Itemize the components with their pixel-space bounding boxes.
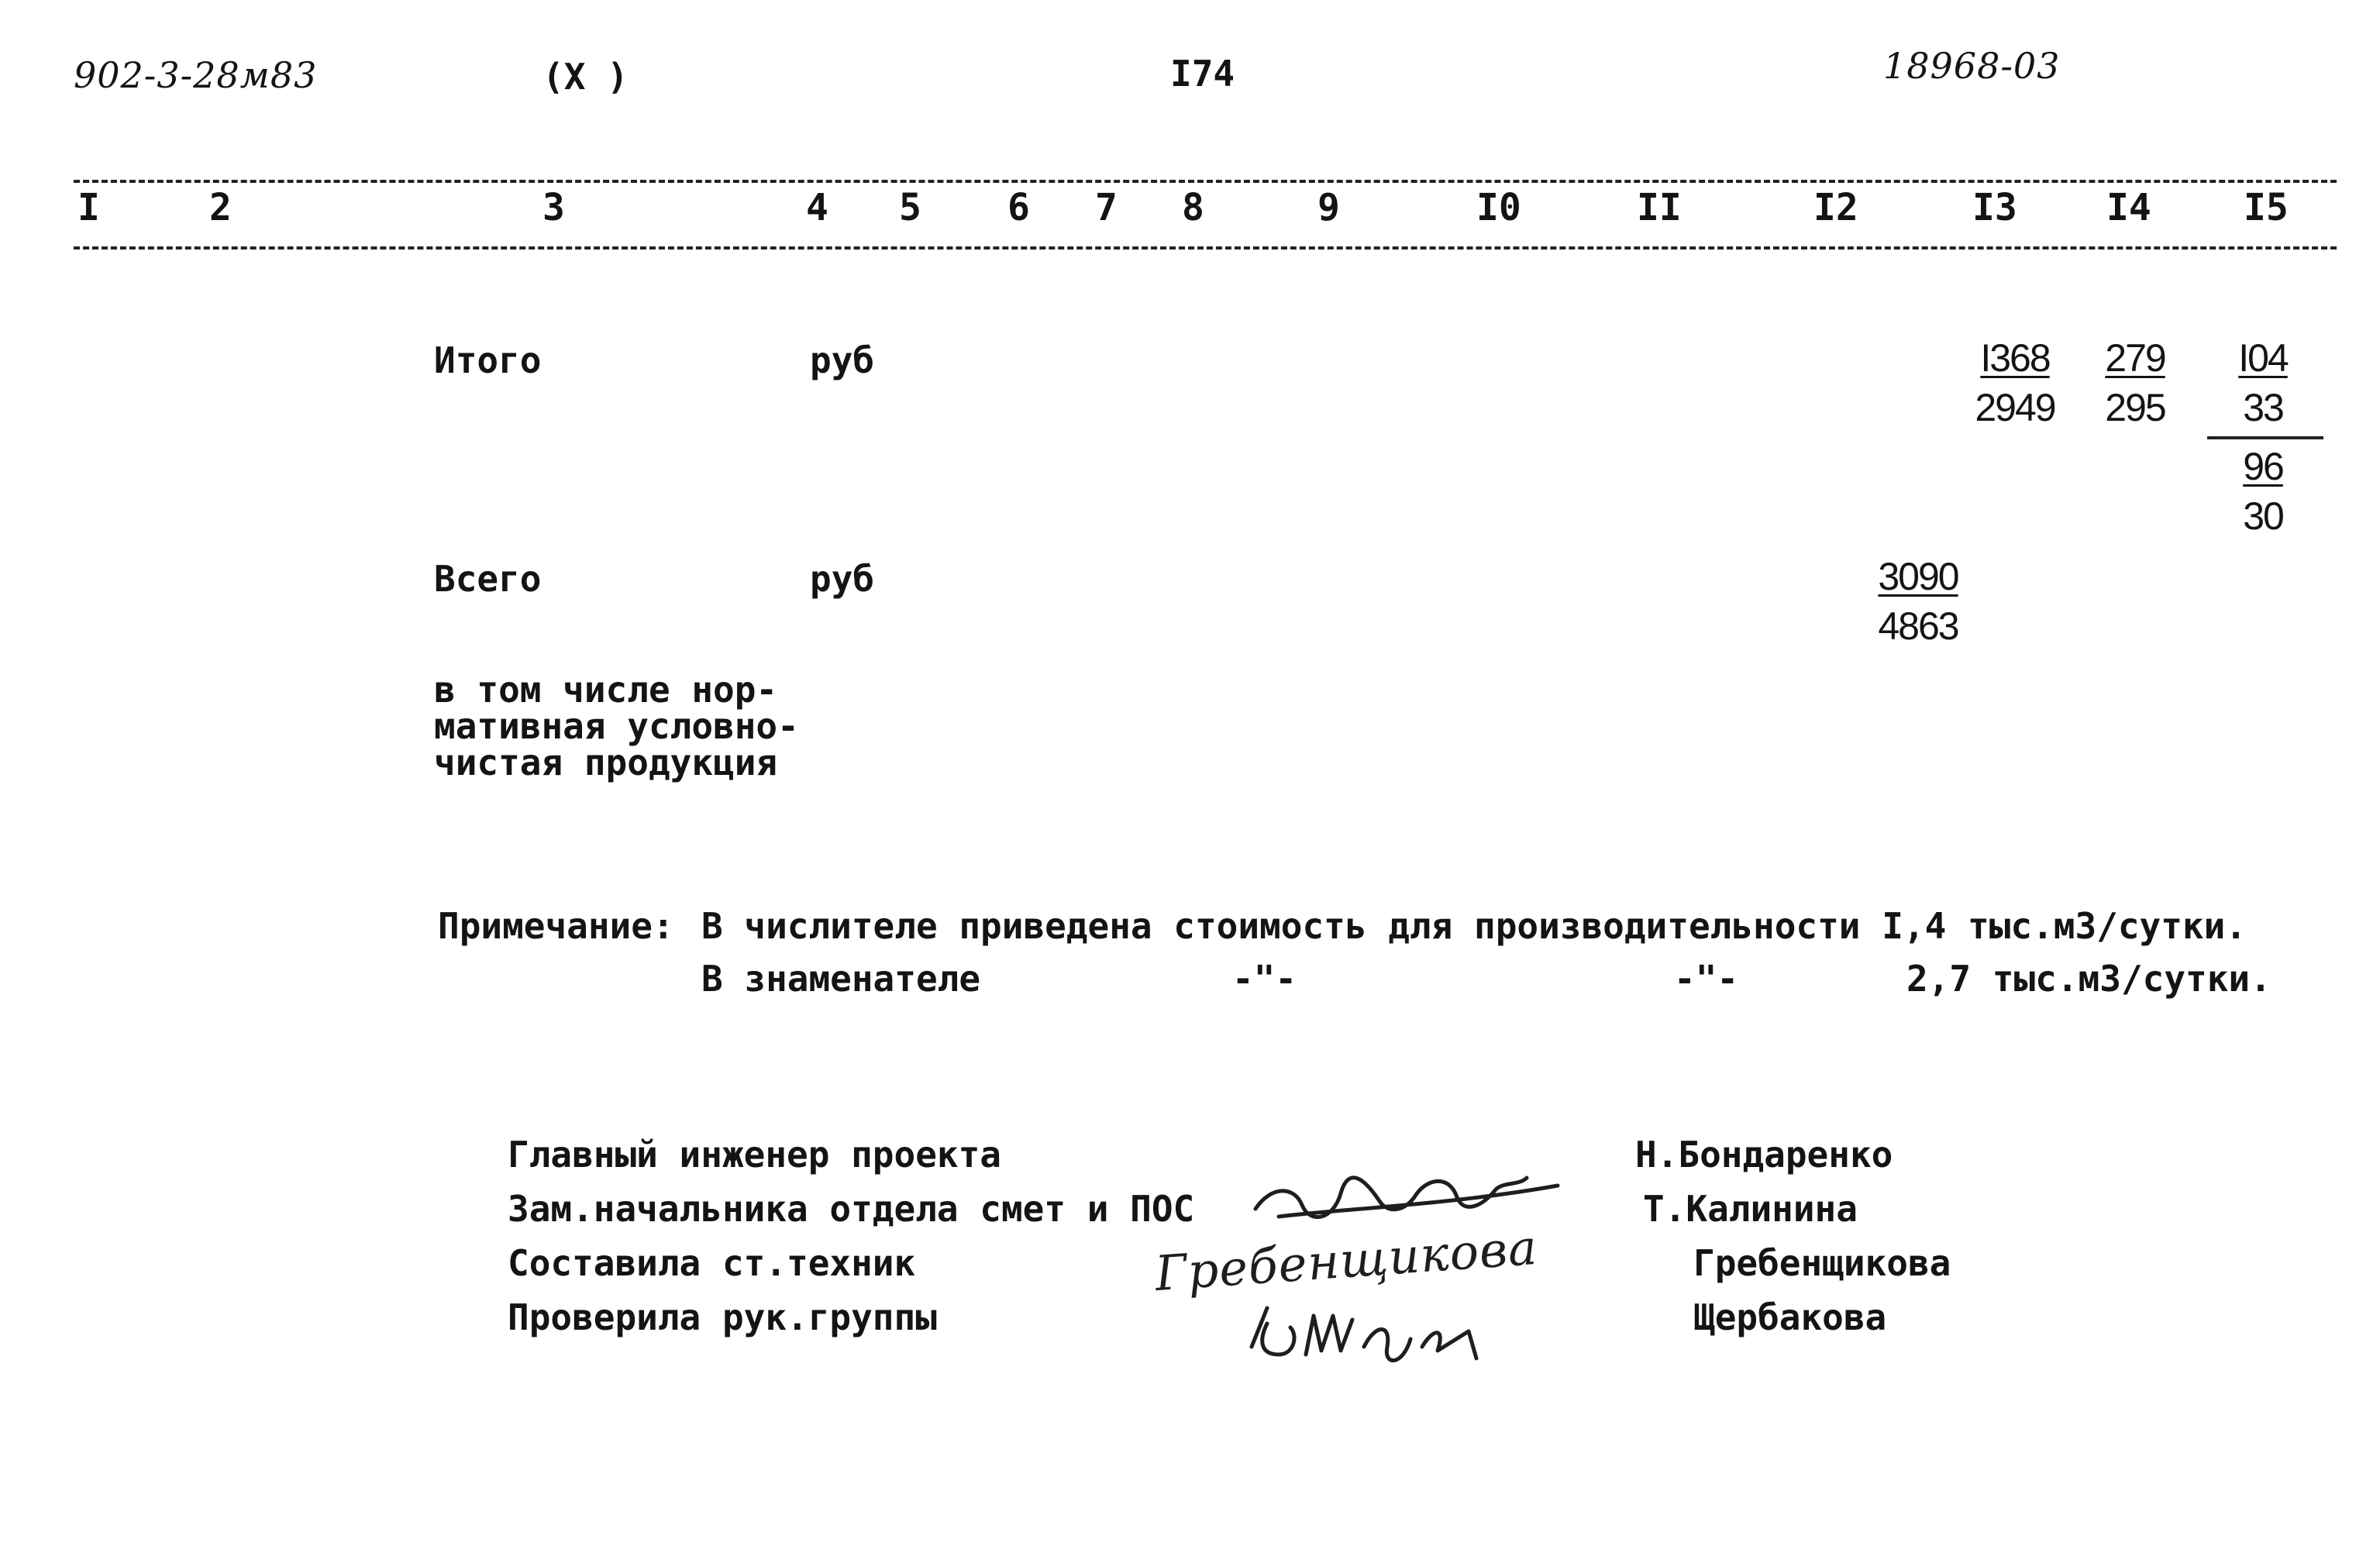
itogo-col13-numerator: I368	[1980, 336, 2050, 380]
itogo-col15-value	[2216, 333, 2309, 432]
header-top-rule	[74, 180, 2337, 183]
in-that-line-1: в том числе нор-	[434, 669, 778, 711]
itogo-label: Итого	[434, 339, 542, 381]
itogo-col14-numerator: 279	[2105, 336, 2165, 380]
handwritten-signature-checked-by	[1236, 1293, 1500, 1378]
column-header-12: I2	[1813, 186, 1858, 229]
itogo-col15-extra-numerator: 96	[2243, 445, 2283, 488]
page-number: I74	[1170, 53, 1235, 95]
signature-role-checked-by: Проверила рук.группы	[508, 1296, 937, 1338]
note-label: Примечание:	[438, 905, 674, 947]
column-header-6: 6	[1007, 186, 1030, 229]
signature-role-compiled-by: Составила ст.техник	[508, 1242, 916, 1284]
signature-role-deputy-head: Зам.начальника отдела смет и ПОС	[508, 1188, 1195, 1230]
signature-name-checked-by: Щербакова	[1693, 1296, 1887, 1338]
vsego-label: Всего	[434, 558, 542, 600]
in-that-line-3: чистая продукция	[434, 742, 778, 783]
itogo-col13-denominator: 2949	[1975, 386, 2055, 429]
vsego-col12-denominator: 4863	[1878, 604, 1958, 648]
column-header-13: I3	[1972, 186, 2017, 229]
vsego-col12-value	[1864, 552, 1972, 651]
column-header-7: 7	[1095, 186, 1118, 229]
signature-name-chief-engineer: Н.Бондаренко	[1635, 1134, 1893, 1176]
column-header-10: I0	[1476, 186, 1521, 229]
signature-name-deputy-head: Т.Калинина	[1643, 1188, 1858, 1230]
document-number: 18968-03	[1883, 45, 2061, 87]
column-header-5: 5	[899, 186, 921, 229]
column-header-4: 4	[806, 186, 828, 229]
column-header-2: 2	[209, 186, 232, 229]
note-ditto-1: -"-	[1232, 958, 1297, 1000]
itogo-col14-value	[2092, 333, 2178, 432]
header-bottom-rule	[74, 246, 2337, 250]
note-line-2-end: 2,7 тыс.м3/сутки.	[1906, 958, 2272, 1000]
itogo-col15-sum-rule	[2207, 436, 2323, 439]
itogo-col15-denominator: 33	[2243, 386, 2283, 429]
document-code: 902-3-28м83	[74, 54, 318, 96]
handwritten-signature-compiled-by: Гребенщикова	[1153, 1218, 1540, 1303]
signature-role-chief-engineer: Главный инженер проекта	[508, 1134, 1001, 1176]
note-ditto-2: -"-	[1674, 958, 1739, 1000]
column-header-3: 3	[542, 186, 565, 229]
itogo-col15-extra-value	[2216, 442, 2309, 541]
column-header-9: 9	[1317, 186, 1340, 229]
column-header-14: I4	[2106, 186, 2151, 229]
column-header-1: I	[77, 186, 100, 229]
itogo-col13-value	[1961, 333, 2069, 432]
itogo-unit: руб	[810, 339, 875, 381]
vsego-col12-numerator: 3090	[1878, 555, 1958, 598]
itogo-col14-denominator: 295	[2105, 386, 2165, 429]
itogo-col15-extra-denominator: 30	[2243, 494, 2283, 538]
column-header-8: 8	[1182, 186, 1204, 229]
document-mark: (X )	[542, 56, 629, 98]
signature-name-compiled-by: Гребенщикова	[1693, 1242, 1951, 1284]
in-that-line-2: мативная условно-	[434, 705, 799, 747]
vsego-unit: руб	[810, 558, 875, 600]
column-header-15: I5	[2244, 186, 2289, 229]
itogo-col15-numerator: I04	[2238, 336, 2288, 380]
column-header-11: II	[1637, 186, 1682, 229]
note-line-1: В числителе приведена стоимость для производительности I,4 тыс.м3/сутки.	[701, 905, 2247, 947]
note-line-2-start: В знаменателе	[701, 958, 981, 1000]
